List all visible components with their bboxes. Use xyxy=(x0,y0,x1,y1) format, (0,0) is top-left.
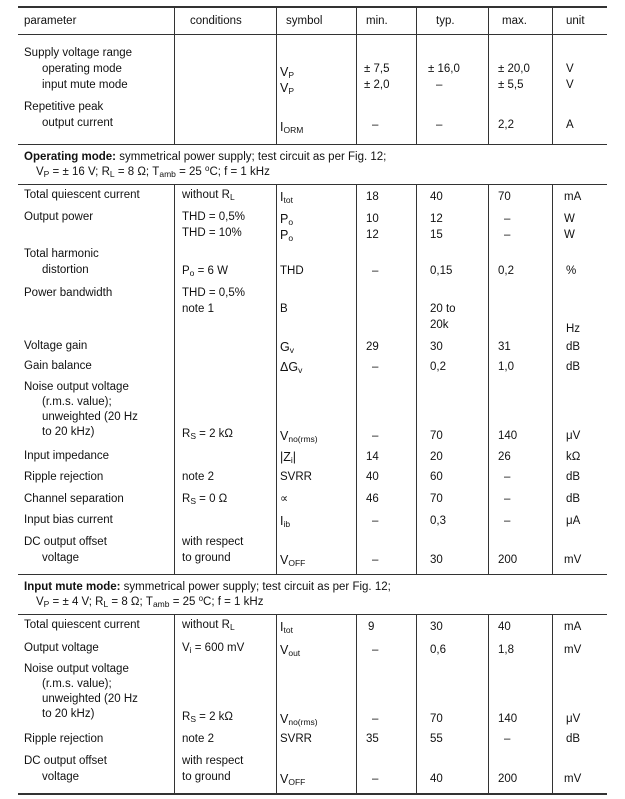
value-typ: 60 xyxy=(430,471,443,483)
value-typ: ± 16,0 xyxy=(428,63,460,75)
value-max: 1,0 xyxy=(498,361,514,373)
value-max: ± 5,5 xyxy=(498,79,524,91)
value-unit: mA xyxy=(564,621,582,633)
value-min: 29 xyxy=(366,341,379,353)
param-unweighted: unweighted (20 Hz xyxy=(42,693,138,705)
value-typ: 0,6 xyxy=(430,644,446,656)
param-voltage: voltage xyxy=(42,771,80,783)
value-unit: W xyxy=(564,229,575,241)
symbol-vp: $V_P$ xyxy=(280,65,295,80)
col-rule-1 xyxy=(174,6,175,144)
symbol-svrr: SVRR xyxy=(280,733,312,745)
value-typ: 30 xyxy=(430,341,443,353)
value-typ: 55 xyxy=(430,733,443,745)
rule-op-start xyxy=(18,184,607,185)
param-dc-output-offset: DC output offset xyxy=(24,536,107,548)
value-typ: 70 xyxy=(430,430,443,442)
value-unit: mA xyxy=(564,191,582,203)
condition: to ground xyxy=(182,552,231,564)
value-unit: μV xyxy=(566,430,581,442)
condition: $R_S = 0$ Ω xyxy=(182,493,228,506)
value-min: 18 xyxy=(366,191,379,203)
condition: to ground xyxy=(182,771,231,783)
value-unit: dB xyxy=(566,493,581,505)
value-max: 140 xyxy=(498,713,518,725)
condition: note 1 xyxy=(182,303,214,315)
value-max: 140 xyxy=(498,430,518,442)
value-min: ± 7,5 xyxy=(364,63,390,75)
value-typ: 20 xyxy=(430,451,443,463)
value-unit: A xyxy=(566,119,574,131)
header-conditions: conditions xyxy=(190,15,242,27)
param-unweighted: unweighted (20 Hz xyxy=(42,411,138,423)
value-unit: μA xyxy=(566,515,581,527)
col-rule-2 xyxy=(276,6,277,144)
col-rule-6 xyxy=(552,6,553,144)
col-rule-5 xyxy=(488,6,489,144)
param-power-bandwidth: Power bandwidth xyxy=(24,287,113,299)
value-min: 40 xyxy=(366,471,379,483)
param-output-voltage: Output voltage xyxy=(24,642,99,654)
value-unit: V xyxy=(566,63,574,75)
param-total-harmonic: Total harmonic xyxy=(24,248,99,260)
value-typ: 0,3 xyxy=(430,515,446,527)
param-total-quiescent-current: Total quiescent current xyxy=(24,619,140,631)
col-rule-6 xyxy=(552,614,553,793)
rule-bottom xyxy=(18,793,607,795)
value-min: – xyxy=(372,119,379,131)
symbol-gv: $G_v$ xyxy=(280,340,294,355)
value-max: – xyxy=(504,229,511,241)
header-min: min. xyxy=(366,15,388,27)
header-parameter: parameter xyxy=(24,15,77,27)
condition: $R_S = 2$ kΩ xyxy=(182,711,234,724)
symbol-delta-gv: $\Delta G_v$ xyxy=(280,360,303,375)
value-min: 10 xyxy=(366,213,379,225)
value-typ: 15 xyxy=(430,229,443,241)
symbol-itot: $I_{tot}$ xyxy=(280,190,293,205)
value-unit: % xyxy=(566,265,577,277)
value-min: 35 xyxy=(366,733,379,745)
value-min: – xyxy=(372,361,379,373)
symbol-zi: $|Z_i|$ xyxy=(280,450,297,465)
value-unit: mV xyxy=(564,644,582,656)
value-min: – xyxy=(372,515,379,527)
value-typ: 30 xyxy=(430,554,443,566)
param-channel-separation: Channel separation xyxy=(24,493,124,505)
symbol-voff: $V_{OFF}$ xyxy=(280,772,306,787)
condition: with respect xyxy=(182,536,244,548)
condition: without $R_L$ xyxy=(182,619,235,632)
header-typ: typ. xyxy=(436,15,455,27)
symbol-iorm: $I_{ORM}$ xyxy=(280,120,304,135)
value-typ: 40 xyxy=(430,191,443,203)
value-unit: dB xyxy=(566,361,581,373)
value-max: 26 xyxy=(498,451,511,463)
value-max: 200 xyxy=(498,554,518,566)
param-output-power: Output power xyxy=(24,211,94,223)
value-unit: kΩ xyxy=(566,451,581,463)
section-title-input-mute: Input mute mode: symmetrical power supply; test circuit as per Fig. 12; xyxy=(24,581,391,593)
col-rule-3 xyxy=(356,6,357,144)
param-ripple-rejection: Ripple rejection xyxy=(24,471,104,483)
header-symbol: symbol xyxy=(286,15,323,27)
value-typ: 12 xyxy=(430,213,443,225)
value-typ: 70 xyxy=(430,493,443,505)
value-typ: – xyxy=(436,119,443,131)
value-max: 2,2 xyxy=(498,119,514,131)
value-min: 46 xyxy=(366,493,379,505)
symbol-alpha: ∝ xyxy=(280,493,289,505)
value-min: – xyxy=(372,265,379,277)
condition: THD = 0,5% xyxy=(182,287,245,299)
value-min: 14 xyxy=(366,451,379,463)
symbol-b: B xyxy=(280,303,288,315)
value-max: 31 xyxy=(498,341,511,353)
value-typ: 20k xyxy=(430,319,449,331)
condition: without $R_L$ xyxy=(182,189,235,202)
value-max: – xyxy=(504,515,511,527)
param-input-bias-current: Input bias current xyxy=(24,514,113,526)
col-rule-6 xyxy=(552,184,553,574)
condition: $P_o = 6$ W xyxy=(182,265,228,278)
param-operating-mode: operating mode xyxy=(42,63,122,75)
param-to-20khz: to 20 kHz) xyxy=(42,708,95,720)
value-unit: mV xyxy=(564,773,582,785)
value-unit: dB xyxy=(566,341,581,353)
col-rule-2 xyxy=(276,614,277,793)
value-typ: 40 xyxy=(430,773,443,785)
section-title-operating: Operating mode: symmetrical power supply; test circuit as per Fig. 12; xyxy=(24,151,387,163)
symbol-po: $P_o$ xyxy=(280,228,294,243)
value-unit: Hz xyxy=(566,323,581,335)
param-voltage-gain: Voltage gain xyxy=(24,340,88,352)
value-min: – xyxy=(372,713,379,725)
section-conditions-input-mute: $V_P$ = ± 4 V; $R_L = 8$ Ω; $T_{amb} = 25$ $^o$C; f = 1 kHz xyxy=(36,594,264,609)
value-max: – xyxy=(504,733,511,745)
col-rule-1 xyxy=(174,614,175,793)
value-typ: 0,15 xyxy=(430,265,453,277)
condition: note 2 xyxy=(182,733,214,745)
param-repetitive-peak: Repetitive peak xyxy=(24,101,104,113)
col-rule-4 xyxy=(416,614,417,793)
value-unit: μV xyxy=(566,713,581,725)
param-noise-output-voltage: Noise output voltage xyxy=(24,663,129,675)
col-rule-4 xyxy=(416,6,417,144)
value-min: ± 2,0 xyxy=(364,79,390,91)
symbol-voff: $V_{OFF}$ xyxy=(280,553,306,568)
param-noise-output-voltage: Noise output voltage xyxy=(24,381,129,393)
value-max: 40 xyxy=(498,621,511,633)
symbol-vout: $V_{out}$ xyxy=(280,643,301,658)
value-typ: 70 xyxy=(430,713,443,725)
col-rule-2 xyxy=(276,184,277,574)
value-unit: dB xyxy=(566,733,581,745)
section-conditions-operating: $V_P$ = ± 16 V; $R_L = 8$ Ω; $T_{amb} = 25$ $^o$C; f = 1 kHz xyxy=(36,164,270,179)
col-rule-5 xyxy=(488,614,489,793)
param-ripple-rejection: Ripple rejection xyxy=(24,733,104,745)
value-max: 70 xyxy=(498,191,511,203)
value-min: 9 xyxy=(368,621,375,633)
value-max: ± 20,0 xyxy=(498,63,530,75)
rule-header xyxy=(18,34,607,35)
condition: note 2 xyxy=(182,471,214,483)
value-max: 0,2 xyxy=(498,265,514,277)
col-rule-3 xyxy=(356,614,357,793)
value-unit: W xyxy=(564,213,575,225)
rule-section-mute xyxy=(18,574,607,575)
value-unit: V xyxy=(566,79,574,91)
value-typ: 20 to xyxy=(430,303,456,315)
value-max: – xyxy=(504,213,511,225)
value-typ: – xyxy=(436,79,443,91)
param-input-mute-mode: input mute mode xyxy=(42,79,128,91)
value-max: – xyxy=(504,471,511,483)
condition: with respect xyxy=(182,755,244,767)
value-max: 1,8 xyxy=(498,644,514,656)
symbol-svrr: SVRR xyxy=(280,471,312,483)
condition: $V_i = 600$ mV xyxy=(182,642,245,655)
param-to-20khz: to 20 kHz) xyxy=(42,426,95,438)
col-rule-1 xyxy=(174,184,175,574)
col-rule-5 xyxy=(488,184,489,574)
symbol-vno-rms: $V_{no(rms)}$ xyxy=(280,429,318,444)
value-min: 12 xyxy=(366,229,379,241)
header-max: max. xyxy=(502,15,527,27)
value-max: – xyxy=(504,493,511,505)
condition: $R_S = 2$ kΩ xyxy=(182,428,234,441)
value-min: – xyxy=(372,644,379,656)
param-output-current: output current xyxy=(42,117,113,129)
symbol-itot: $I_{tot}$ xyxy=(280,620,293,635)
value-min: – xyxy=(372,430,379,442)
param-rms-value: (r.m.s. value); xyxy=(42,678,112,690)
rule-section-op xyxy=(18,144,607,145)
col-rule-4 xyxy=(416,184,417,574)
col-rule-3 xyxy=(356,184,357,574)
spec-table xyxy=(18,6,607,795)
param-dc-output-offset: DC output offset xyxy=(24,755,107,767)
symbol-iib: $I_{ib}$ xyxy=(280,514,291,529)
value-unit: mV xyxy=(564,554,582,566)
param-gain-balance: Gain balance xyxy=(24,360,92,372)
symbol-po: $P_o$ xyxy=(280,212,294,227)
param-voltage: voltage xyxy=(42,552,80,564)
symbol-vno-rms: $V_{no(rms)}$ xyxy=(280,712,318,727)
condition: THD = 10% xyxy=(182,227,242,239)
param-supply-range: Supply voltage range xyxy=(24,47,133,59)
value-min: – xyxy=(372,773,379,785)
value-min: – xyxy=(372,554,379,566)
value-typ: 30 xyxy=(430,621,443,633)
condition: THD = 0,5% xyxy=(182,211,245,223)
param-total-quiescent-current: Total quiescent current xyxy=(24,189,140,201)
param-distortion: distortion xyxy=(42,264,89,276)
header-unit: unit xyxy=(566,15,585,27)
value-max: 200 xyxy=(498,773,518,785)
param-input-impedance: Input impedance xyxy=(24,450,110,462)
value-unit: dB xyxy=(566,471,581,483)
symbol-thd: THD xyxy=(280,265,304,277)
symbol-vp: $V_P$ xyxy=(280,81,295,96)
rule-top xyxy=(18,6,607,8)
param-rms-value: (r.m.s. value); xyxy=(42,396,112,408)
value-typ: 0,2 xyxy=(430,361,446,373)
rule-mute-start xyxy=(18,614,607,615)
